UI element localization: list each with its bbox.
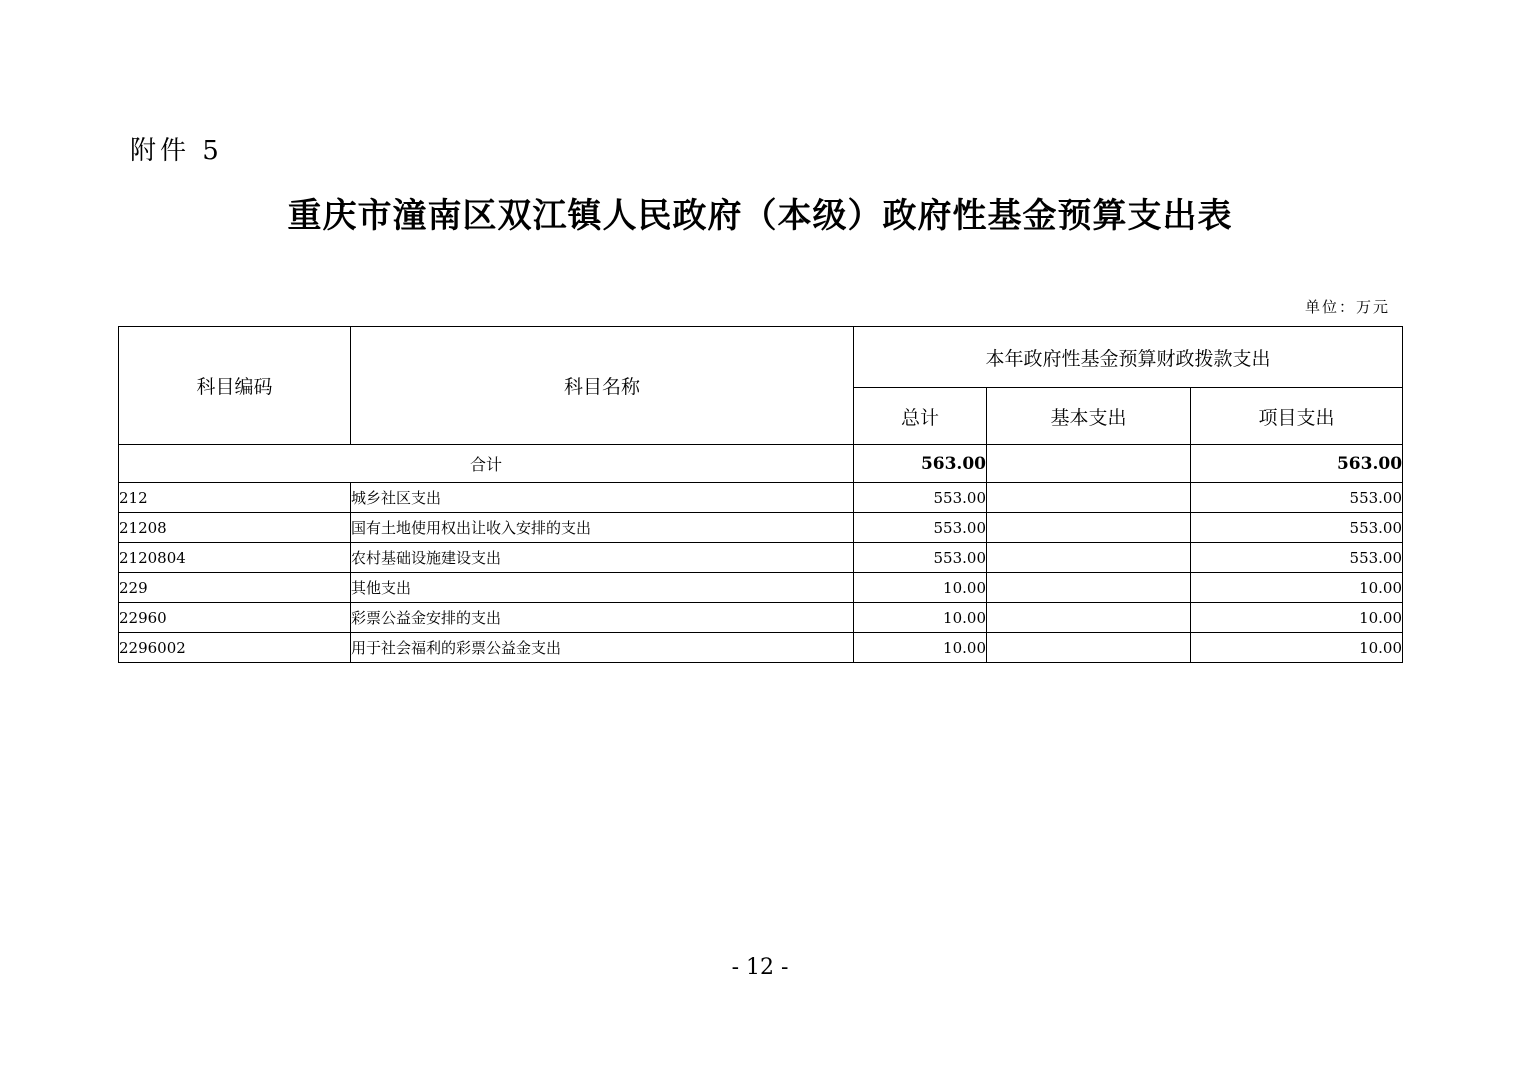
- attachment-label: 附件 5: [130, 136, 223, 166]
- row-code: 21208: [119, 513, 351, 543]
- row-total: 553.00: [854, 513, 987, 543]
- row-basic: [987, 573, 1191, 603]
- table-row: [119, 543, 1403, 573]
- row-basic: [987, 543, 1191, 573]
- row-code: 212: [119, 483, 351, 513]
- row-basic: [987, 483, 1191, 513]
- row-code: 229: [119, 573, 351, 603]
- row-code: 2120804: [119, 543, 351, 573]
- row-project: 10.00: [1191, 573, 1403, 603]
- header-total: 总计: [854, 388, 987, 445]
- row-name: 用于社会福利的彩票公益金支出: [351, 633, 854, 663]
- row-code: 22960: [119, 603, 351, 633]
- row-basic: [987, 633, 1191, 663]
- header-basic: 基本支出: [987, 388, 1191, 445]
- table-row: [119, 513, 1403, 543]
- header-name: 科目名称: [351, 327, 854, 445]
- row-name: 国有土地使用权出让收入安排的支出: [351, 513, 854, 543]
- header-group: 本年政府性基金预算财政拨款支出: [854, 327, 1403, 388]
- row-name: 城乡社区支出: [351, 483, 854, 513]
- unit-label: 单位：万元: [1304, 298, 1390, 316]
- header-project: 项目支出: [1191, 388, 1403, 445]
- row-basic: [987, 513, 1191, 543]
- row-total: 10.00: [854, 573, 987, 603]
- row-project: 553.00: [1191, 513, 1403, 543]
- total-label: 合计: [119, 445, 854, 483]
- header-code: 科目编码: [119, 327, 351, 445]
- row-basic: [987, 603, 1191, 633]
- table-row: [119, 573, 1403, 603]
- table-row: [119, 483, 1403, 513]
- row-total: 10.00: [854, 633, 987, 663]
- row-name: 彩票公益金安排的支出: [351, 603, 854, 633]
- table-row: [119, 603, 1403, 633]
- row-project: 10.00: [1191, 603, 1403, 633]
- total-project: 563.00: [1191, 445, 1403, 483]
- total-row: [119, 445, 1403, 483]
- budget-table: [118, 326, 1403, 663]
- total-total: 563.00: [854, 445, 987, 483]
- row-name: 其他支出: [351, 573, 854, 603]
- page-title: 重庆市潼南区双江镇人民政府（本级）政府性基金预算支出表: [287, 196, 1233, 236]
- total-basic: [987, 445, 1191, 483]
- row-total: 10.00: [854, 603, 987, 633]
- row-code: 2296002: [119, 633, 351, 663]
- row-total: 553.00: [854, 543, 987, 573]
- row-project: 553.00: [1191, 483, 1403, 513]
- table-row: [119, 633, 1403, 663]
- row-name: 农村基础设施建设支出: [351, 543, 854, 573]
- row-project: 10.00: [1191, 633, 1403, 663]
- row-project: 553.00: [1191, 543, 1403, 573]
- page-number: - 12 -: [731, 955, 789, 980]
- row-total: 553.00: [854, 483, 987, 513]
